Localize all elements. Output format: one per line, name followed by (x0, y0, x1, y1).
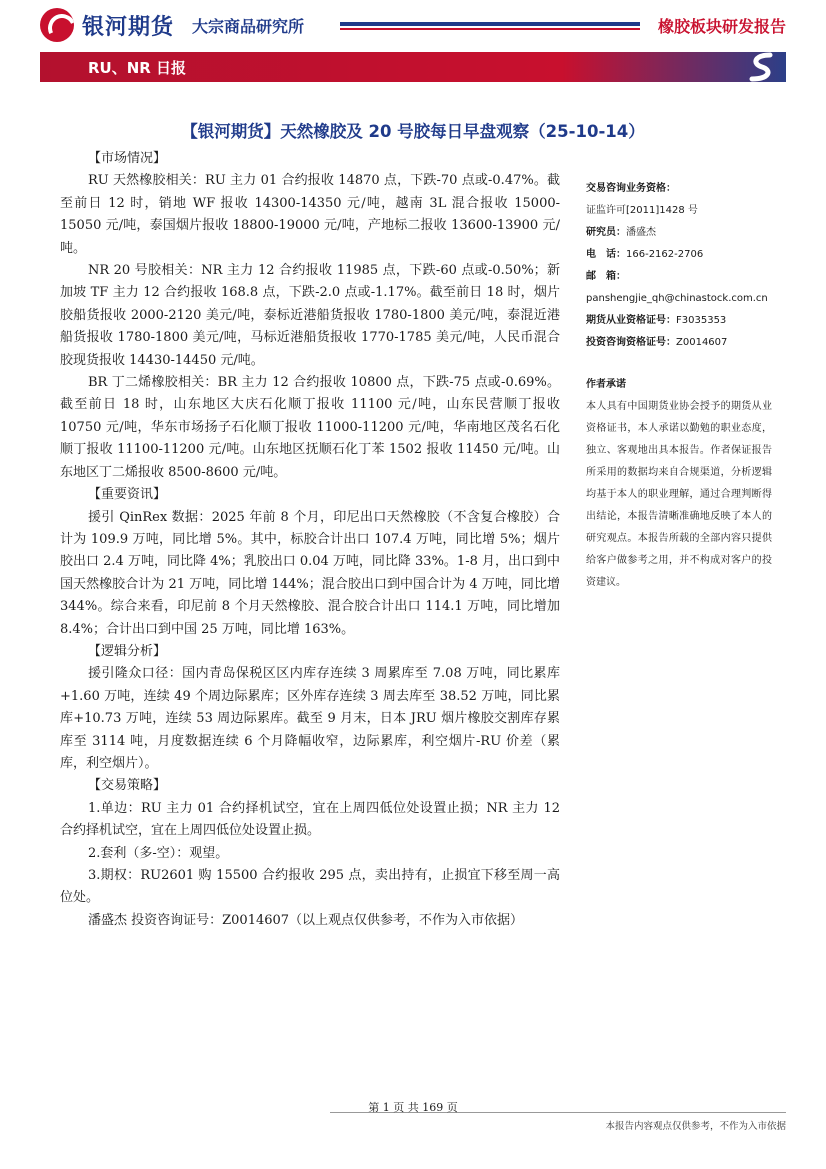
email-link[interactable]: panshengjie_qh@chinastock.com.cn (586, 293, 768, 304)
paragraph: RU 天然橡胶相关：RU 主力 01 合约报收 14870 点，下跌-70 点或-0.47%。截至前日 12 时，销地 WF 报收 14300-14350 元/吨，越南 3L 混合报收 15000-15050 元/吨，泰国烟片报收 18800-19000 元/吨，产地标二报收 13600-13900 元/吨。 (60, 173, 560, 256)
paragraph: 援引 QinRex 数据：2025 年前 8 个月，印尼出口天然橡胶（不含复合橡胶）合计为 109.9 万吨，同比增 5%。其中，标胶合计出口 107.4 万吨，同比增 5%；烟片胶出口 2.4 万吨，同比降 4%；乳胶出口 0.04 万吨，同比降 33%。1-8 月，出口到中国天然橡胶合计为 21 万吨，同比增 144%；混合胶出口到中国合计为 4 万吨，同比增 344%。综合来看，印尼前 8 个月天然橡胶、混合胶合计出口 114.1 万吨，同比增加 8.4%；合计出口到中国 25 万吨，同比增 163%。 (60, 509, 560, 637)
header-rule (340, 22, 640, 26)
section-heading-logic: 【逻辑分析】 (88, 643, 167, 659)
galaxy-logo-icon (40, 8, 74, 42)
page-header (0, 0, 826, 90)
paragraph: 3.期权：RU2601 购 15500 合约报收 295 点，卖出持有，止损宜下移至周一高位处。 (60, 868, 560, 906)
section-heading-news: 【重要资讯】 (88, 487, 167, 503)
qualification-value: 证监许可[2011]1428 号 (586, 205, 698, 216)
paragraph: 援引隆众口径：国内青岛保税区区内库存连续 3 周累库至 7.08 万吨，同比累库+1.60 万吨，连续 49 个周边际累库；区外库存连续 3 周去库至 38.52 万吨，同比累库+10.73 万吨，连续 53 周边际累库。截至 9 月末，日本 JRU 烟片橡胶交割库存累库至 3114 吨，月度数据连续 6 个月降幅收窄，边际累库，利空烟片-RU 价差（累库，利空烟片）。 (60, 666, 560, 771)
brand-name: 银河期货 (82, 14, 175, 40)
header-rule-accent (340, 28, 640, 30)
qualification-label: 交易咨询业务资格： (586, 183, 676, 194)
author-promise-text: 本人具有中国期货业协会授予的期货从业资格证书，本人承诺以勤勉的职业态度，独立、客观地出具本报告。作者保证报告所采用的数据均来自合规渠道，分析逻辑均基于本人的职业理解，通过合理判断得出结论，本报告清晰准确地反映了本人的研究观点。本报告所载的全部内容只提供给客户做参考之用，并不构成对客户的投资建议。 (586, 401, 772, 588)
document-title: 【银河期货】天然橡胶及 20 号胶每日早盘观察（25-10-14） (181, 122, 645, 141)
swoosh-icon (740, 52, 780, 82)
report-body (60, 148, 560, 932)
futures-certificate: 期货从业资格证号：F3035353 (586, 315, 727, 326)
paragraph: BR 丁二烯橡胶相关：BR 主力 12 合约报收 10800 点，下跌-75 点或-0.69%。截至前日 18 时，山东地区大庆石化顺丁报收 11100 元/吨，山东民营顺丁报收 10750 元/吨，华东市场扬子石化顺丁报收 11000-11200 元/吨，华南地区茂名石化顺丁报收 11100-11200 元/吨。山东地区抚顺石化丁苯 1502 报收 11450 元/吨。山东地区丁二烯报收 8500-8600 元/吨。 (60, 375, 560, 480)
investment-certificate: 投资咨询资格证号：Z0014607 (586, 337, 728, 348)
banner-title: RU、NR 日报 (88, 59, 187, 77)
paragraph: NR 20 号胶相关：NR 主力 12 合约报收 11985 点，下跌-60 点或-0.50%；新加坡 TF 主力 12 合约报收 168.8 点，下跌-2.0 点或-1.17%。截至前日 18 时，烟片胶船货报收 2000-2120 美元/吨，泰标近港船货报收 1780-1800 美元/吨，泰混近港船货报收 1780-1800 美元/吨，马标近港船货报收 1770-1785 美元/吨，人民币混合胶现货报收 14430-14450 元/吨。 (60, 263, 560, 368)
author-signature: 潘盛杰 投资咨询证号：Z0014607（以上观点仅供参考，不作为入市依据） (88, 912, 524, 928)
author-promise-title: 作者承诺 (586, 379, 626, 390)
email-label: 邮 箱： (586, 271, 626, 282)
header-banner (40, 52, 786, 82)
footer-disclaimer: 本报告内容观点仅供参考，不作为入市依据 (605, 1121, 786, 1132)
researcher: 研究员：潘盛杰 (586, 227, 656, 238)
paragraph: 1.单边：RU 主力 01 合约择机试空，宜在上周四低位处设置止损；NR 主力 12 合约择机试空，宜在上周四低位处设置止损。 (60, 800, 560, 839)
page-number: 第 1 页 共 169 页 (368, 1101, 458, 1114)
report-type: 橡胶板块研发报告 (657, 17, 786, 36)
institute-name: 大宗商品研究所 (192, 16, 305, 36)
section-heading-market: 【市场情况】 (88, 151, 167, 166)
brand-logo (40, 8, 304, 42)
section-heading-strategy: 【交易策略】 (88, 778, 167, 794)
paragraph: 2.套利（多-空）：观望。 (88, 845, 229, 861)
sidebar (586, 178, 772, 594)
phone: 电 话：166-2162-2706 (586, 249, 704, 260)
